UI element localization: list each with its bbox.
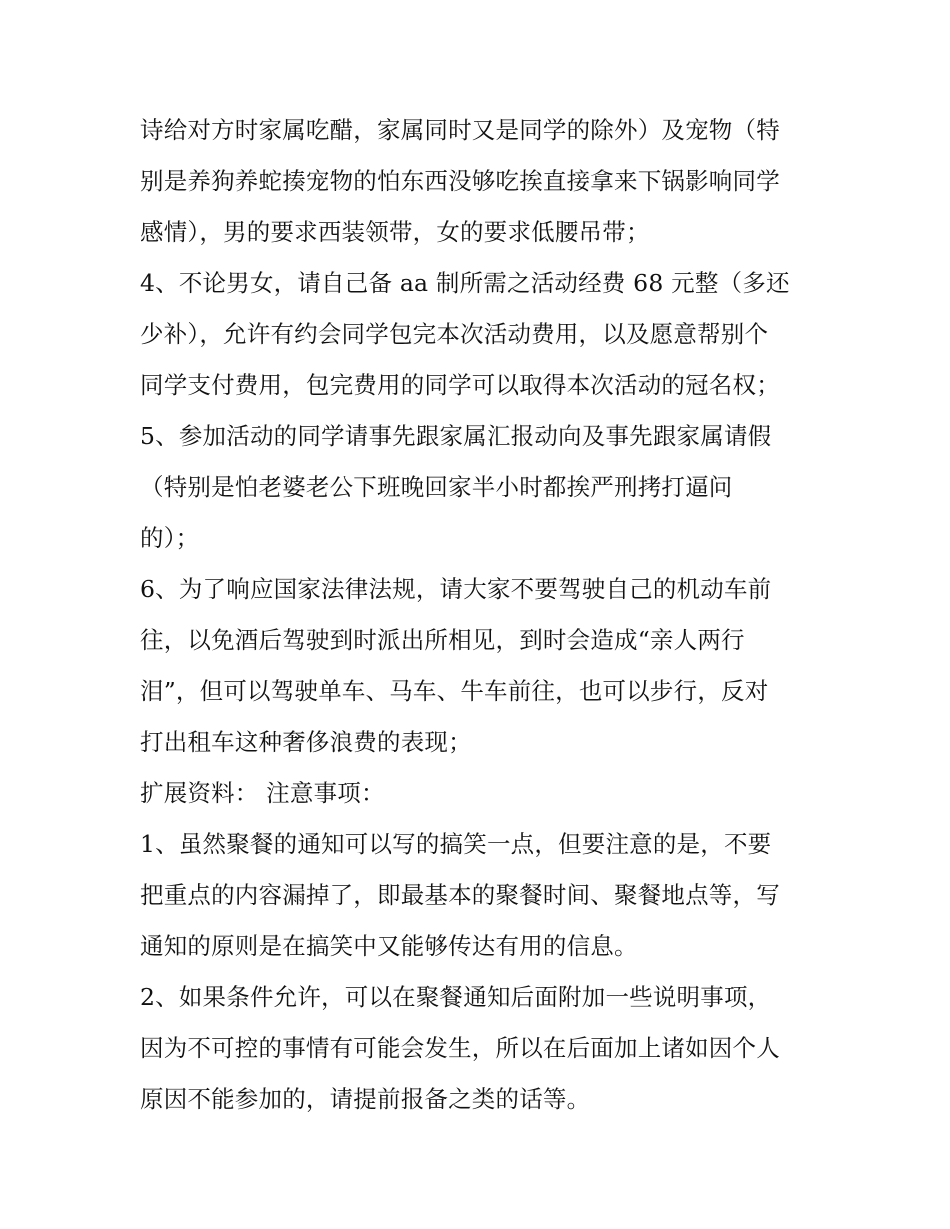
text-line: 少补），允许有约会同学包完本次活动费用，以及愿意帮别个 — [140, 320, 769, 348]
paragraph-continuation — [140, 105, 830, 258]
text-line: 诗给对方时家属吃醋，家属同时又是同学的除外）及宠物（特 — [140, 116, 780, 144]
text-line: 原因不能参加的，请提前报备之类的话等。 — [140, 1085, 591, 1113]
paragraph-note-2 — [140, 972, 830, 1125]
paragraph-note-1 — [140, 819, 830, 972]
text-line: 感情），男的要求西装领带，女的要求低腰吊带； — [140, 218, 650, 246]
paragraph-item-6 — [140, 564, 830, 768]
text-line: 的）； — [140, 524, 200, 552]
text-line: 打出租车这种奢侈浪费的表现； — [140, 728, 472, 756]
document-page — [140, 105, 830, 1125]
text-line: 往，以免酒后驾驶到时派出所相见，到时会造成“亲人两行 — [140, 626, 745, 654]
text-line: 1、虽然聚餐的通知可以写的搞笑一点，但要注意的是，不要 — [140, 830, 772, 858]
text-line: 5、参加活动的同学请事先跟家属汇报动向及事先跟家属请假 — [140, 422, 772, 450]
text-line: 2、如果条件允许，可以在聚餐通知后面附加一些说明事项， — [140, 983, 772, 1011]
text-line: 同学支付费用，包完费用的同学可以取得本次活动的冠名权； — [140, 371, 780, 399]
heading-line: 扩展资料： 注意事项： — [140, 779, 385, 807]
text-line: 把重点的内容漏掉了，即最基本的聚餐时间、聚餐地点等，写 — [140, 881, 780, 909]
paragraph-item-4 — [140, 258, 830, 411]
text-line: 泪”，但可以驾驶单车、马车、牛车前往，也可以步行，反对 — [140, 677, 769, 705]
text-line: 别是养狗养蛇揍宠物的怕东西没够吃挨直接拿来下锅影响同学 — [140, 167, 780, 195]
paragraph-item-5 — [140, 411, 830, 564]
text-line: 4、不论男女，请自己备 aa 制所需之活动经费 68 元整（多还 — [140, 269, 790, 297]
text-line: （特别是怕老婆老公下班晚回家半小时都挨严刑拷打逼问 — [140, 473, 733, 501]
text-line: 因为不可控的事情有可能会发生，所以在后面加上诸如因个人 — [140, 1034, 780, 1062]
text-line: 通知的原则是在搞笑中又能够传达有用的信息。 — [140, 932, 638, 960]
text-line: 6、为了响应国家法律法规，请大家不要驾驶自己的机动车前 — [140, 575, 772, 603]
section-heading-extended-notes — [140, 768, 830, 819]
